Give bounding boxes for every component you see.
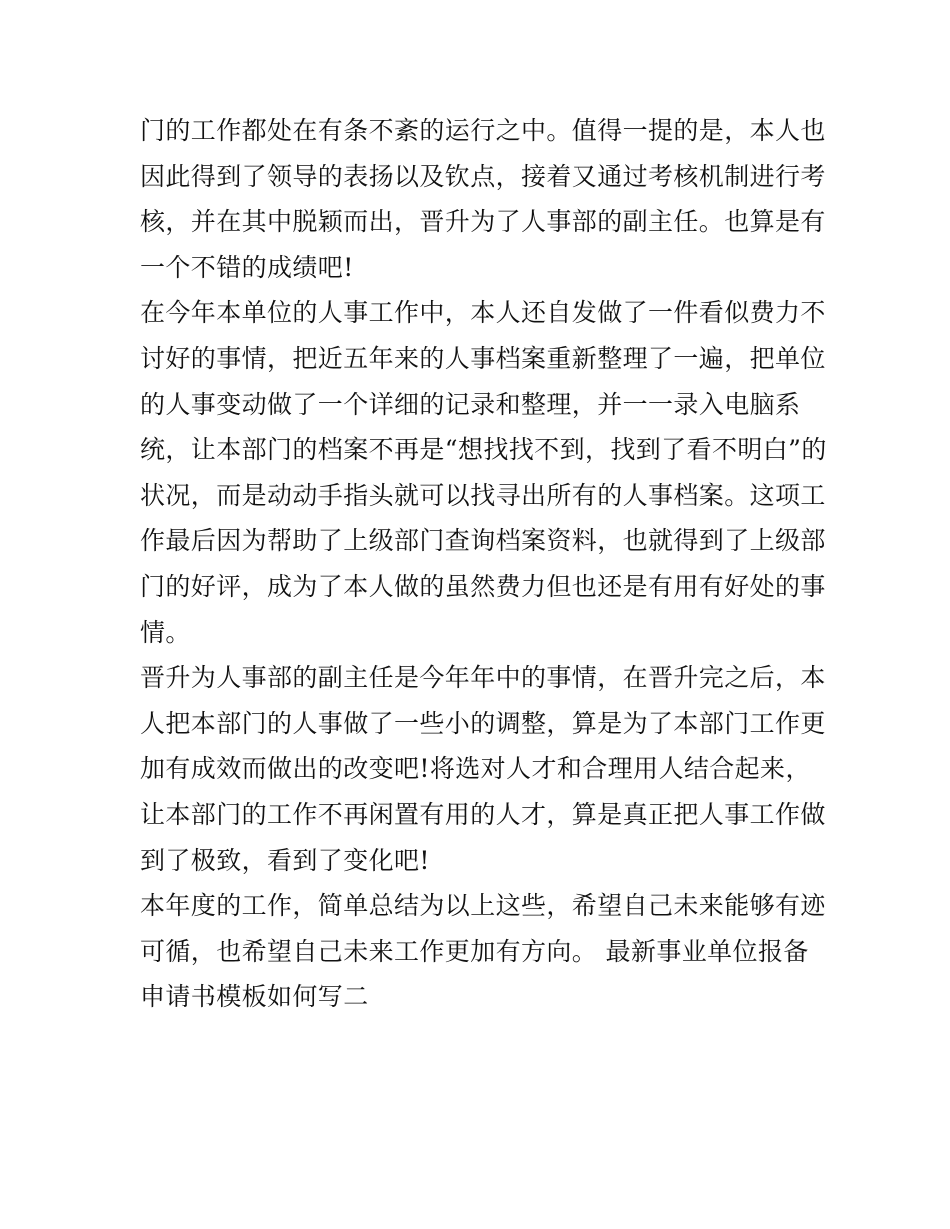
text-line: 让本部门的工作不再闲置有用的人才，算是真正把人事工作做 bbox=[140, 799, 826, 829]
text-line: 作最后因为帮助了上级部门查询档案资料，也就得到了上级部 bbox=[140, 526, 826, 556]
text-line: 因此得到了领导的表扬以及钦点，接着又通过考核机制进行考 bbox=[140, 161, 826, 191]
text-line: 核，并在其中脱颖而出，晋升为了人事部的副主任。也算是有 bbox=[140, 207, 826, 237]
text-line: 一个不错的成绩吧! bbox=[140, 252, 354, 282]
text-line: 状况，而是动动手指头就可以找寻出所有的人事档案。这项工 bbox=[140, 480, 826, 510]
text-line: 统，让本部门的档案不再是“想找找不到，找到了看不明白”的 bbox=[140, 435, 827, 465]
text-line: 申请书模板如何写二 bbox=[140, 982, 369, 1012]
body-text bbox=[140, 108, 827, 1020]
text-line: 讨好的事情，把近五年来的人事档案重新整理了一遍，把单位 bbox=[140, 343, 826, 373]
text-line: 晋升为人事部的副主任是今年年中的事情，在晋升完之后，本 bbox=[140, 663, 826, 693]
text-line: 到了极致，看到了变化吧! bbox=[140, 845, 430, 875]
text-line: 门的好评，成为了本人做的虽然费力但也还是有用有好处的事 bbox=[140, 571, 826, 601]
text-line: 人把本部门的人事做了一些小的调整，算是为了本部门工作更 bbox=[140, 708, 826, 738]
text-line: 门的工作都处在有条不紊的运行之中。值得一提的是，本人也 bbox=[140, 116, 826, 145]
text-line: 情。 bbox=[140, 617, 191, 647]
text-line: 在今年本单位的人事工作中，本人还自发做了一件看似费力不 bbox=[140, 298, 826, 328]
text-line: 本年度的工作，简单总结为以上这些，希望自己未来能够有迹 bbox=[140, 891, 826, 921]
text-line: 可循，也希望自己未来工作更加有方向。 最新事业单位报备 bbox=[140, 936, 809, 966]
text-line: 加有成效而做出的改变吧!将选对人才和合理用人结合起来， bbox=[140, 754, 811, 784]
text-line: 的人事变动做了一个详细的记录和整理，并一一录入电脑系 bbox=[140, 389, 801, 419]
